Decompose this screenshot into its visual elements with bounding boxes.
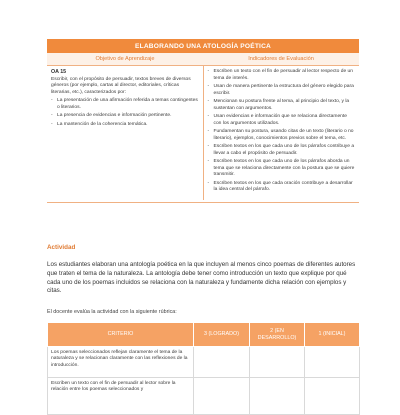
table-row bbox=[48, 347, 360, 378]
indicator-item: - Usan de manera pertinente la estructura del género elegido para escribir. bbox=[208, 84, 356, 97]
rubric-cell bbox=[250, 378, 305, 415]
indicator-item: - Escriben un texto con el fin de persuadir al lector respecto de un tema de interés. bbox=[208, 69, 356, 82]
objective-code: OA 15 bbox=[51, 69, 67, 75]
indicator-item: - Fundamentan su postura, usando citas de un texto (literario o no literario), ejemplos, conocimientos previos sobre el tema, etc. bbox=[208, 129, 356, 142]
rubric-header-criterion: CRITERIO bbox=[48, 323, 194, 347]
objectives-table bbox=[47, 39, 359, 203]
activity-description: Los estudiantes elaboran una antología poética en la que incluyen al menos cinco poemas de diferentes autores que traten el tema de la naturaleza. La antología debe tener como introducción un texto que explique por qué cada uno de los poemas incluidos se relaciona con la naturaleza y fundamente dicha relación con ejemplos y citas. bbox=[47, 261, 356, 295]
rubric-header-initial: 1 (INICIAL) bbox=[305, 323, 360, 347]
rubric-cell bbox=[305, 378, 360, 415]
objective-item: - La mantención de la coherencia temática. bbox=[51, 122, 199, 129]
rubric-cell bbox=[250, 347, 305, 378]
objective-item: - La presentación de una afirmación referida a temas contingentes o literarios. bbox=[51, 98, 199, 111]
objective-column-header: Objetivo de Aprendizaje bbox=[47, 53, 203, 66]
rubric-table bbox=[47, 322, 360, 415]
rubric-header-developing: 2 (EN DESARROLLO) bbox=[250, 323, 305, 347]
rubric-cell bbox=[194, 347, 250, 378]
rubric-cell bbox=[305, 347, 360, 378]
indicator-item: - Escriben textos en los que cada uno de los párrafos contribuye a llevar a cabo el propósito de persuadir. bbox=[208, 144, 356, 157]
rubric-criterion: Los poemas seleccionados reflejan claramente el tema de la naturaleza y se relacionan claramente con las reflexiones de la introducción. bbox=[48, 347, 194, 378]
table-divider bbox=[47, 200, 359, 203]
rubric-intro: El docente evalúa la actividad con la siguiente rúbrica: bbox=[47, 309, 177, 315]
objective-list bbox=[51, 98, 199, 128]
section-title: ELABORANDO UNA ATOLOGÍA POÉTICA bbox=[47, 39, 359, 53]
rubric-criterion: Escriben un texto con el fin de persuadir al lector sobre la relación entre los poemas seleccionados y bbox=[48, 378, 194, 415]
indicators-cell bbox=[203, 66, 359, 200]
indicators-column-header: Indicadores de Evaluación bbox=[203, 53, 359, 66]
table-row bbox=[48, 378, 360, 415]
indicator-item: - Escriben textos en los que cada uno de los párrafos aborda un tema que se relaciona directamente con la postura que se quiere transmitir. bbox=[208, 159, 356, 179]
indicator-item: - Usan evidencias e información que se relaciona directamente con los argumentos utilizados. bbox=[208, 114, 356, 127]
indicator-item: - Escriben textos en los que cada oración contribuye a desarrollar la idea central del párrafo. bbox=[208, 181, 356, 194]
rubric-cell bbox=[194, 378, 250, 415]
indicators-list bbox=[208, 69, 356, 194]
indicator-item: - Mencionan su postura frente al tema, al principio del texto, y la sustentan con argumentos. bbox=[208, 99, 356, 112]
objective-paragraph: Escribir, con el propósito de persuadir, textos breves de diversos géneros (por ejemplo, cartas al director, editoriales, críticas literarias, etc.), caracterizados por: bbox=[51, 76, 191, 95]
activity-heading: Actividad bbox=[47, 244, 76, 251]
objective-cell bbox=[47, 66, 203, 200]
rubric-header-achieved: 3 (LOGRADO) bbox=[194, 323, 250, 347]
objective-item: - La presencia de evidencias e información pertinente. bbox=[51, 113, 199, 120]
